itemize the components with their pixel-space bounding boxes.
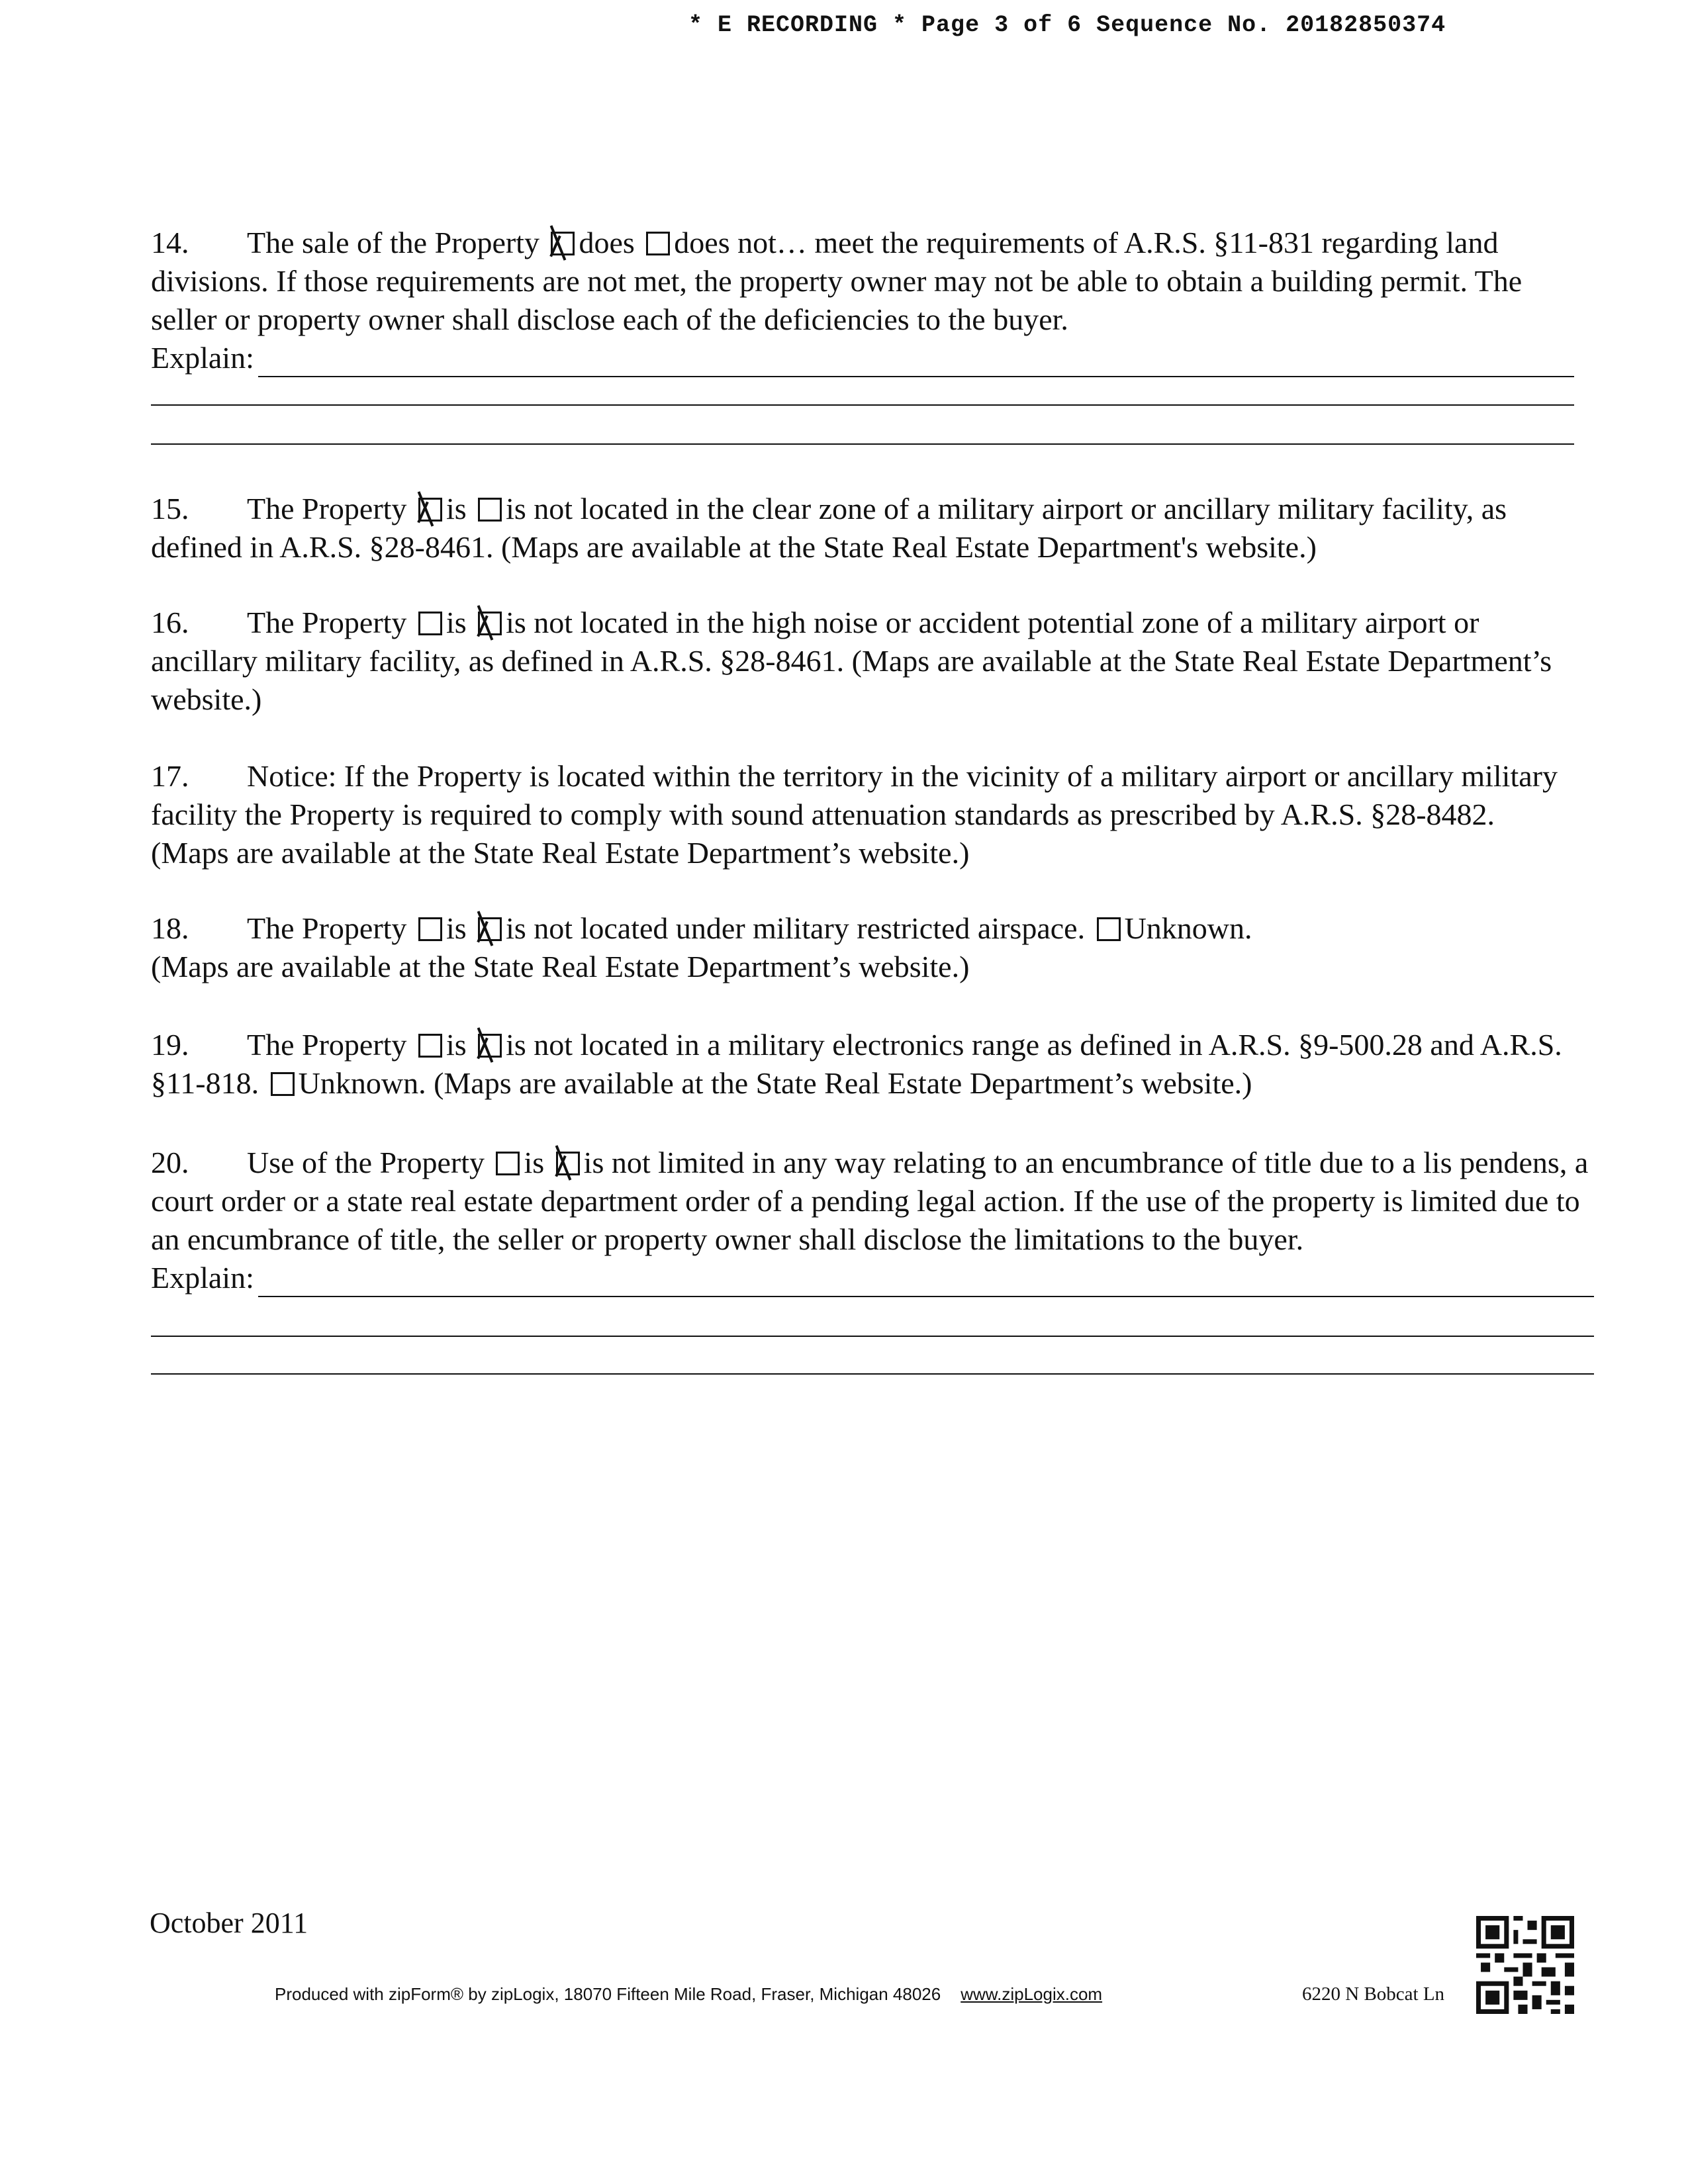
item-text: does xyxy=(579,226,635,259)
item-text: Unknown. xyxy=(1124,911,1252,945)
item-text: does not… meet the requirements of A.R.S. §11-831 regarding land divisions. If those requirements are not met, the property owner may not be able to obtain a building permit. The seller or property owner shall disclose each of the deficiencies to the buyer. xyxy=(151,226,1523,336)
explain-line[interactable] xyxy=(151,1373,1594,1375)
item-16 xyxy=(151,604,1574,719)
item-number: 18. xyxy=(151,911,189,945)
does-checkbox[interactable] xyxy=(551,232,575,255)
item-text: is not located in the high noise or accident potential zone of a military airport or ancillary military facility, as defined in A.R.S. §28-8461. (Maps are available at the State Real Estate Department’s website.) xyxy=(151,606,1552,716)
unknown-checkbox[interactable] xyxy=(271,1072,295,1096)
item-text: The sale of the Property xyxy=(247,226,539,259)
property-address: 6220 N Bobcat Ln xyxy=(1302,1983,1445,2005)
recording-header: * E RECORDING * Page 3 of 6 Sequence No. 20182850374 xyxy=(688,12,1446,38)
is-not-checkbox[interactable] xyxy=(478,917,502,941)
item-text: The Property xyxy=(247,492,407,525)
item-14 xyxy=(151,224,1574,377)
item-number: 14. xyxy=(151,226,189,259)
explain-line[interactable] xyxy=(151,1336,1594,1337)
item-number: 16. xyxy=(151,606,189,639)
item-text: is xyxy=(445,1028,467,1062)
item-18 xyxy=(151,909,1574,986)
is-not-checkbox[interactable] xyxy=(478,612,502,635)
is-checkbox[interactable] xyxy=(418,1034,442,1058)
item-text: Unknown. (Maps are available at the State Real Estate Department’s website.) xyxy=(298,1066,1252,1100)
is-checkbox[interactable] xyxy=(418,612,442,635)
item-text: is xyxy=(445,606,467,639)
item-text: is not limited in any way relating to an encumbrance of title due to a lis pendens, a court order or a state real estate department order of a pending legal action. If the use of the property is limited due to an encumbrance of title, the seller or property owner shall disclose the limitations to the buyer. xyxy=(151,1146,1589,1256)
is-checkbox[interactable] xyxy=(418,917,442,941)
item-number: 20. xyxy=(151,1146,189,1179)
produced-text: Produced with zipForm® by zipLogix, 18070 Fifteen Mile Road, Fraser, Michigan 48026 xyxy=(275,1984,941,2004)
form-date: October 2011 xyxy=(150,1907,308,1939)
item-number: 17. xyxy=(151,759,189,793)
is-not-checkbox[interactable] xyxy=(556,1152,580,1175)
does-not-checkbox[interactable] xyxy=(646,232,670,255)
explain-label: Explain: xyxy=(151,1261,254,1295)
item-text: is xyxy=(445,911,467,945)
item-20 xyxy=(151,1144,1594,1297)
item-number: 15. xyxy=(151,492,189,525)
item-text: Use of the Property xyxy=(247,1146,485,1179)
item-text: is not located in the clear zone of a military airport or ancillary military facility, as defined in A.R.S. §28-8461. (Maps are available at the State Real Estate Department's website.) xyxy=(151,492,1507,564)
explain-line[interactable] xyxy=(151,443,1574,445)
is-checkbox[interactable] xyxy=(496,1152,520,1175)
explain-line[interactable] xyxy=(258,1267,1594,1297)
item-text: Notice: If the Property is located within the territory in the vicinity of a military airport or ancillary military facility the Property is required to comply with sound attenuation standards as prescribed by A.R.S. §28-8482. (Maps are available at the State Real Estate Department’s website.) xyxy=(151,759,1558,870)
item-17 xyxy=(151,757,1574,872)
item-text: is not located in a military electronics range as defined in A.R.S. §9-500.28 and A.R.S. §11-818. xyxy=(151,1028,1562,1100)
is-not-checkbox[interactable] xyxy=(478,1034,502,1058)
is-checkbox[interactable] xyxy=(418,498,442,522)
item-text: is not located under military restricted airspace. xyxy=(506,911,1086,945)
qr-code-icon xyxy=(1476,1916,1574,2014)
unknown-checkbox[interactable] xyxy=(1097,917,1121,941)
item-text: is xyxy=(524,1146,545,1179)
produced-by-line xyxy=(275,1984,1102,2005)
item-text: (Maps are available at the State Real Estate Department’s website.) xyxy=(151,950,970,983)
item-number: 19. xyxy=(151,1028,189,1062)
explain-line[interactable] xyxy=(151,404,1574,406)
item-19 xyxy=(151,1026,1574,1103)
explain-label: Explain: xyxy=(151,341,254,375)
item-15 xyxy=(151,490,1574,567)
item-text: The Property xyxy=(247,606,407,639)
item-text: The Property xyxy=(247,1028,407,1062)
item-text: The Property xyxy=(247,911,407,945)
is-not-checkbox[interactable] xyxy=(478,498,502,522)
explain-line[interactable] xyxy=(258,347,1574,377)
item-text: is xyxy=(445,492,467,525)
ziplogix-link[interactable]: www.zipLogix.com xyxy=(961,1984,1103,2004)
